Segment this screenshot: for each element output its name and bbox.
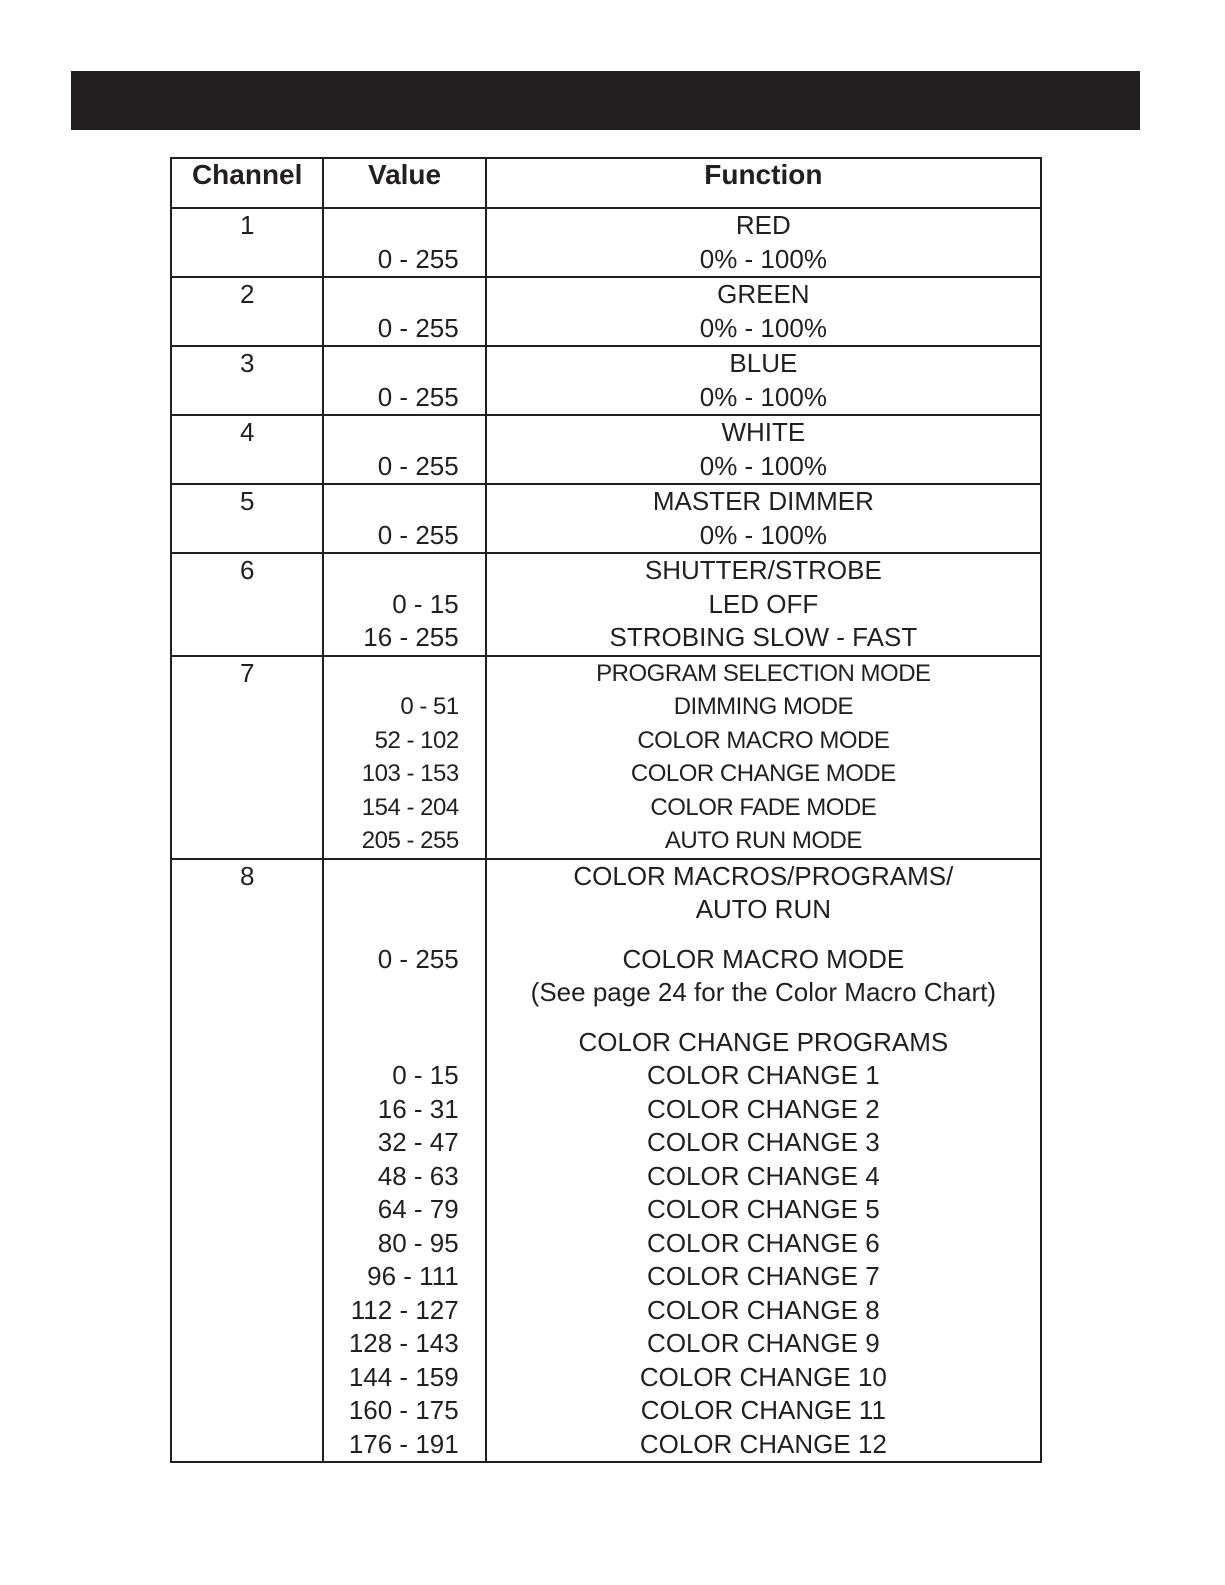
function-text: 0% - 100% xyxy=(699,381,827,412)
channel-number: 7 xyxy=(239,657,255,688)
dmx-value-range: 205 - 255 xyxy=(361,827,459,854)
channel-number: 5 xyxy=(239,486,255,516)
channel-cell xyxy=(171,277,323,346)
function-text: PROGRAM SELECTION MODE xyxy=(596,659,931,687)
value-cell xyxy=(323,656,485,859)
channel-number: 4 xyxy=(239,417,255,447)
dmx-value-range xyxy=(324,976,484,1010)
channel-number: 2 xyxy=(239,279,255,309)
value-cell xyxy=(323,346,485,415)
function-text: COLOR CHANGE 2 xyxy=(647,1093,880,1124)
function-text: STROBING SLOW - FAST xyxy=(609,622,918,652)
function-cell xyxy=(486,208,1041,277)
dmx-value-range: 0 - 15 xyxy=(392,588,459,619)
dmx-value-range xyxy=(324,209,484,243)
channel-cell xyxy=(171,208,323,277)
function-text: COLOR CHANGE 3 xyxy=(647,1127,880,1157)
function-text: COLOR CHANGE 4 xyxy=(647,1160,880,1191)
function-text: COLOR CHANGE 12 xyxy=(639,1428,887,1459)
channel-cell xyxy=(171,415,323,484)
function-text: COLOR CHANGE 11 xyxy=(640,1395,886,1425)
table-row xyxy=(171,208,1041,277)
dmx-value-range: 0 - 15 xyxy=(392,1060,459,1090)
dmx-value-range: 103 - 153 xyxy=(361,760,459,787)
function-text: COLOR MACRO MODE xyxy=(637,726,890,754)
channel-cell xyxy=(171,553,323,656)
value-cell xyxy=(323,415,485,484)
function-text: MASTER DIMMER xyxy=(652,486,874,516)
dmx-value-range: 16 - 255 xyxy=(363,622,459,652)
function-text: COLOR CHANGE 6 xyxy=(647,1227,880,1258)
value-cell xyxy=(323,277,485,346)
table-row xyxy=(171,415,1041,484)
table-body xyxy=(171,208,1041,1462)
function-text: COLOR FADE MODE xyxy=(650,793,877,821)
channel-cell xyxy=(171,484,323,553)
function-text: LED OFF xyxy=(708,588,819,619)
dmx-value-range xyxy=(324,1026,484,1060)
function-text: AUTO RUN MODE xyxy=(664,827,862,854)
channel-cell xyxy=(171,346,323,415)
dmx-value-range: 48 - 63 xyxy=(377,1160,459,1191)
dmx-value-range xyxy=(324,893,484,927)
function-text: COLOR CHANGE MODE xyxy=(630,760,896,787)
function-text: COLOR CHANGE 5 xyxy=(647,1194,880,1224)
dmx-value-range xyxy=(324,860,484,894)
function-text: RED xyxy=(735,210,791,240)
dmx-value-range: 0 - 255 xyxy=(377,450,459,481)
table-row xyxy=(171,484,1041,553)
value-cell xyxy=(323,859,485,1463)
function-column-header: Function xyxy=(486,158,1041,208)
dmx-value-range xyxy=(324,485,484,519)
value-cell xyxy=(323,553,485,656)
function-cell xyxy=(486,277,1041,346)
function-cell xyxy=(486,415,1041,484)
dmx-value-range xyxy=(324,416,484,450)
function-text: COLOR CHANGE 7 xyxy=(647,1261,880,1291)
dmx-value-range: 32 - 47 xyxy=(377,1127,459,1157)
dmx-value-range: 52 - 102 xyxy=(374,726,459,754)
dmx-value-range xyxy=(324,554,484,588)
function-text: COLOR MACROS/PROGRAMS/ xyxy=(573,860,954,891)
function-text: COLOR CHANGE 9 xyxy=(647,1328,880,1358)
function-text: AUTO RUN xyxy=(695,894,831,924)
function-cell xyxy=(486,346,1041,415)
spacer xyxy=(487,927,1040,943)
table-row xyxy=(171,346,1041,415)
dmx-value-range: 0 - 255 xyxy=(377,312,459,343)
function-text: COLOR MACRO MODE xyxy=(622,943,905,974)
table-row xyxy=(171,656,1041,859)
function-cell xyxy=(486,656,1041,859)
spacer xyxy=(324,1010,484,1026)
dmx-value-range: 144 - 159 xyxy=(348,1361,459,1392)
dmx-value-range: 112 - 127 xyxy=(350,1294,459,1325)
dmx-value-range: 0 - 255 xyxy=(377,381,459,412)
table-row xyxy=(171,553,1041,656)
value-column-header: Value xyxy=(323,158,485,208)
function-text: 0% - 100% xyxy=(699,450,827,481)
dmx-value-range: 154 - 204 xyxy=(361,793,459,821)
function-text: DIMMING MODE xyxy=(673,693,854,720)
dmx-value-range: 16 - 31 xyxy=(377,1093,459,1124)
spacer xyxy=(324,927,484,943)
channel-number: 6 xyxy=(239,555,255,585)
function-text: WHITE xyxy=(721,417,806,447)
table-row xyxy=(171,277,1041,346)
function-cell xyxy=(486,859,1041,1463)
channel-cell xyxy=(171,859,323,1463)
dmx-value-range: 0 - 255 xyxy=(377,519,459,550)
dmx-value-range: 64 - 79 xyxy=(377,1194,459,1224)
dmx-value-range: 0 - 255 xyxy=(377,243,459,274)
dmx-value-range: 96 - 111 xyxy=(367,1261,459,1291)
function-text: COLOR CHANGE 1 xyxy=(647,1060,880,1090)
function-text: COLOR CHANGE 10 xyxy=(639,1361,887,1392)
dmx-value-range: 80 - 95 xyxy=(377,1227,459,1258)
table-row xyxy=(171,859,1041,1463)
dmx-value-range: 0 - 51 xyxy=(400,693,459,720)
dmx-value-range: 128 - 143 xyxy=(348,1328,459,1358)
channel-cell xyxy=(171,656,323,859)
channel-number: 3 xyxy=(239,348,255,378)
function-text: 0% - 100% xyxy=(699,243,827,274)
channel-number: 1 xyxy=(239,210,255,240)
function-text: 0% - 100% xyxy=(699,519,827,550)
channel-number: 8 xyxy=(239,860,255,891)
table-header-row xyxy=(171,158,1041,208)
value-cell xyxy=(323,484,485,553)
function-text: GREEN xyxy=(717,279,810,309)
channel-column-header: Channel xyxy=(171,158,323,208)
function-cell xyxy=(486,553,1041,656)
dmx-value-range xyxy=(324,347,484,381)
function-text: 0% - 100% xyxy=(699,312,827,343)
dmx-value-range xyxy=(324,657,484,691)
function-text: BLUE xyxy=(729,348,798,378)
dmx-value-range: 160 - 175 xyxy=(348,1395,459,1425)
spacer xyxy=(487,1010,1040,1026)
dmx-value-range: 176 - 191 xyxy=(348,1428,459,1459)
dmx-value-range xyxy=(324,278,484,312)
header-bar xyxy=(71,71,1140,130)
dmx-channel-table xyxy=(170,157,1042,1463)
function-text: COLOR CHANGE 8 xyxy=(647,1294,880,1325)
function-cell xyxy=(486,484,1041,553)
function-text: COLOR CHANGE PROGRAMS xyxy=(578,1026,949,1057)
function-text: (See page 24 for the Color Macro Chart) xyxy=(530,977,997,1007)
function-text: SHUTTER/STROBE xyxy=(644,555,882,585)
value-cell xyxy=(323,208,485,277)
dmx-value-range: 0 - 255 xyxy=(377,943,459,974)
